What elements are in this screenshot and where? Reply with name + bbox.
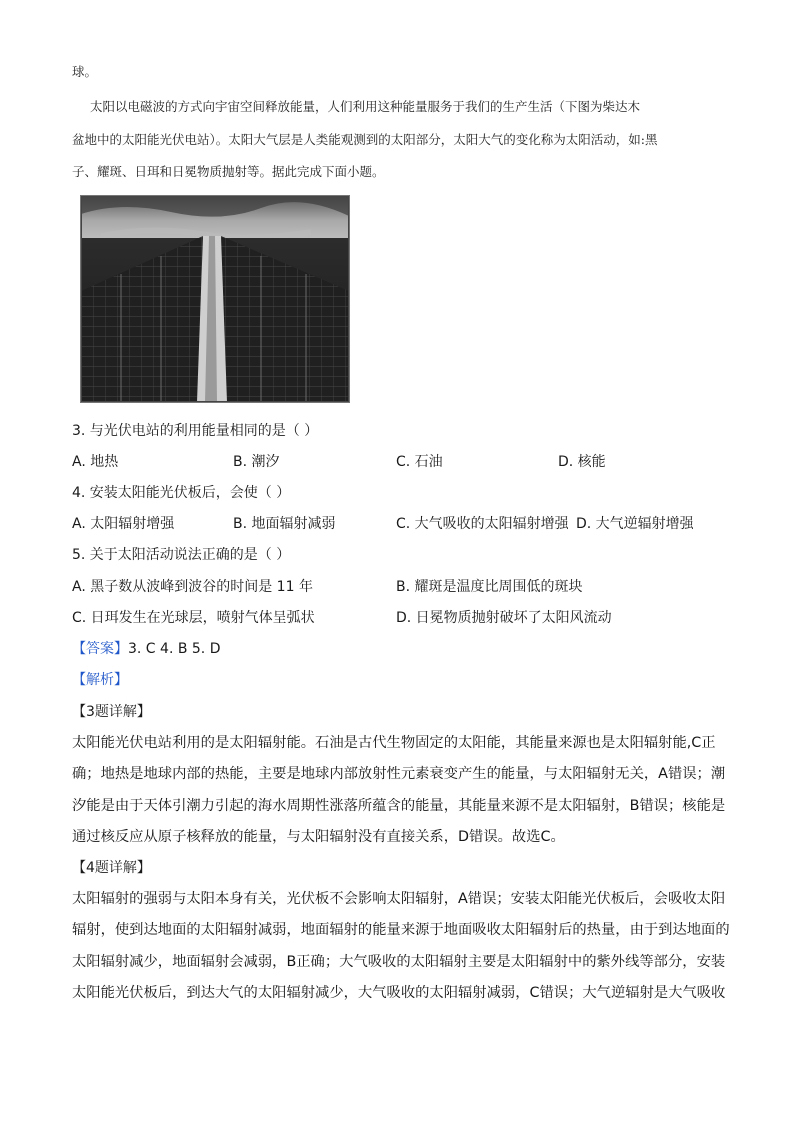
detail-4-label: 【4题详解】 xyxy=(72,860,151,876)
detail-3-line: 确；地热是地球内部的热能，主要是地球内部放射性元素衰变产生的能量，与太阳辐射无关，A错误；潮 xyxy=(72,766,726,782)
detail-4-line: 太阳辐射的强弱与太阳本身有关，光伏板不会影响太阳辐射，A错误；安装太阳能光伏板后，会吸收太阳 xyxy=(72,891,726,907)
carry-over-text: 球。 xyxy=(72,64,98,79)
question-3-stem: 3. 与光伏电站的利用能量相同的是（ ） xyxy=(72,423,319,439)
question-4-option-a[interactable]: A. 太阳辐射增强 xyxy=(72,516,175,532)
question-4-option-d[interactable]: D. 大气逆辐射增强 xyxy=(576,516,694,532)
intro-line: 盆地中的太阳能光伏电站）。太阳大气层是人类能观测到的太阳部分，太阳大气的变化称为太阳活动，如:黑 xyxy=(72,132,658,147)
answer-text: 3. C 4. B 5. D xyxy=(128,641,221,657)
detail-3-label: 【3题详解】 xyxy=(72,704,151,720)
intro-line: 太阳以电磁波的方式向宇宙空间释放能量，人们利用这种能量服务于我们的生产生活（下图为柴达木 xyxy=(90,99,641,114)
question-3-option-b[interactable]: B. 潮汐 xyxy=(233,454,280,470)
question-3-option-a[interactable]: A. 地热 xyxy=(72,454,119,470)
question-3-option-d[interactable]: D. 核能 xyxy=(558,454,606,470)
detail-3-line: 通过核反应从原子核释放的能量，与太阳辐射没有直接关系，D错误。故选C。 xyxy=(72,829,565,845)
detail-4-line: 太阳辐射减少，地面辐射会减弱，B正确；大气吸收的太阳辐射主要是太阳辐射中的紫外线等部分，安装 xyxy=(72,954,726,970)
question-4-option-b[interactable]: B. 地面辐射减弱 xyxy=(233,516,336,532)
question-5-stem: 5. 关于太阳活动说法正确的是（ ） xyxy=(72,547,291,563)
answer-label: 【答案】 xyxy=(72,641,128,657)
detail-3-line: 太阳能光伏电站利用的是太阳辐射能。石油是古代生物固定的太阳能，其能量来源也是太阳辐射能,C正 xyxy=(72,735,716,751)
question-5-option-b[interactable]: B. 耀斑是温度比周围低的斑块 xyxy=(396,579,583,595)
solar-power-station-photo xyxy=(80,195,350,403)
question-5-option-c[interactable]: C. 日珥发生在光球层，喷射气体呈弧状 xyxy=(72,610,315,626)
detail-4-line: 辐射，使到达地面的太阳辐射减弱，地面辐射的能量来源于地面吸收太阳辐射后的热量，由于到达地面的 xyxy=(72,922,730,938)
question-4-stem: 4. 安装太阳能光伏板后，会使（ ） xyxy=(72,485,291,501)
question-5-option-d[interactable]: D. 日冕物质抛射破坏了太阳风流动 xyxy=(396,610,612,626)
intro-line: 子、耀斑、日珥和日冕物质抛射等。据此完成下面小题。 xyxy=(72,164,385,179)
analysis-label: 【解析】 xyxy=(72,672,128,688)
question-3-option-c[interactable]: C. 石油 xyxy=(396,454,443,470)
detail-3-line: 汐能是由于天体引潮力引起的海水周期性涨落所蕴含的能量，其能量来源不是太阳辐射，B错误；核能是 xyxy=(72,798,726,814)
detail-4-line: 太阳能光伏板后，到达大气的太阳辐射减少，大气吸收的太阳辐射减弱，C错误；大气逆辐射是大气吸收 xyxy=(72,985,726,1001)
question-5-option-a[interactable]: A. 黑子数从波峰到波谷的时间是 11 年 xyxy=(72,579,313,595)
question-4-option-c[interactable]: C. 大气吸收的太阳辐射增强 xyxy=(396,516,569,532)
answer-row xyxy=(72,639,220,659)
